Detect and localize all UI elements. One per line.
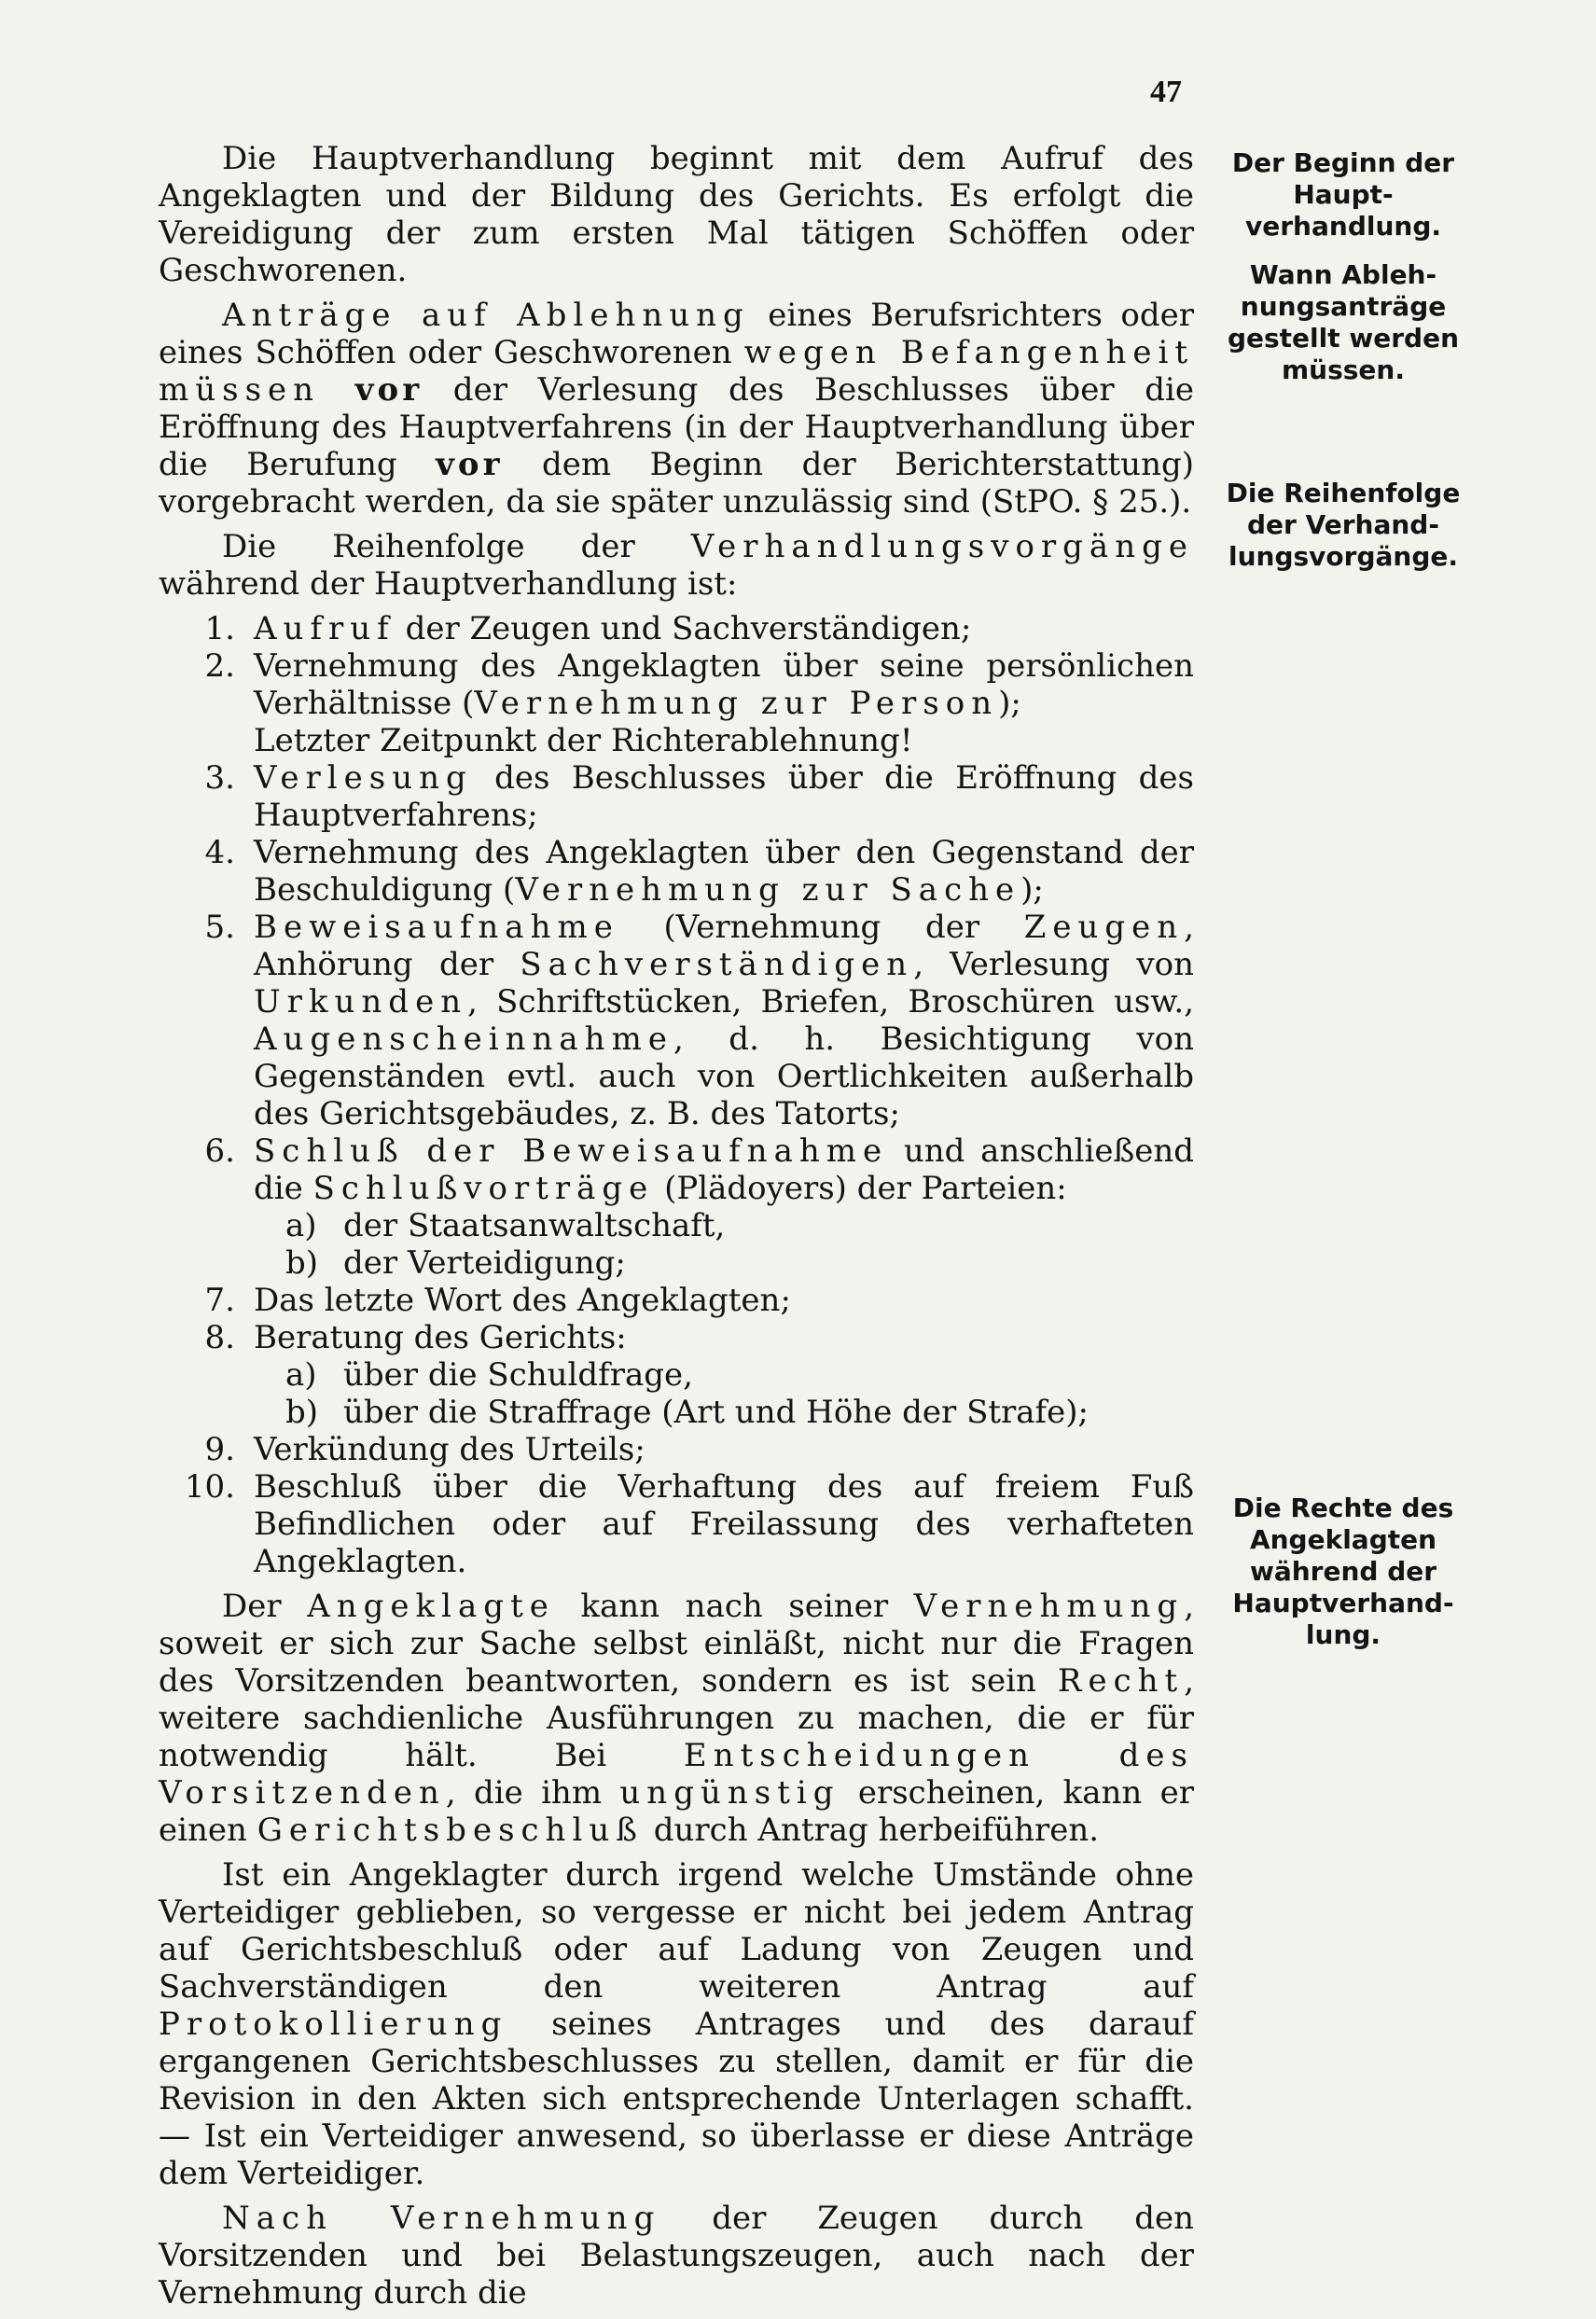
spaced-text: Beweisaufnahme [254,909,619,946]
paragraph-rejection [159,297,1194,521]
list-number: 2. [204,647,235,685]
spaced-text: Nach Vernehmung [222,2200,661,2237]
sub-letter: a) [285,1356,317,1394]
text: und anschließend die [254,1132,1194,1207]
spaced-text: Anträge auf Ablehnung [222,297,750,334]
bold-text: vor [320,371,423,409]
text: Ist ein Angeklagter durch irgend welche Umstände ohne Verteidiger geblieben, so vergesse er nicht bei jedem Antrag auf Gerichtsbeschluß oder auf Ladung von Zeugen und Sachverständigen den weiteren Antrag auf [159,1856,1194,2006]
spaced-text: Vernehmung zur Sache [515,871,1021,909]
text: Das letzte Wort des Angeklagten; [254,1282,791,1319]
margin-note-sequence: Die Reihenfolge der Verhand-lungsvorgänge. [1226,478,1461,572]
paragraph-beginning: Die Hauptverhandlung beginnt mit dem Aufruf des Angeklagten und der Bildung des Gerichts. Es erfolgt die Vereidigung der zum ersten Mal tätigen Schöffen oder Geschworenen. [159,140,1194,289]
spaced-text: Aufruf [254,610,396,647]
text: des Beschlusses über die Eröffnung des Hauptverfahrens; [254,759,1194,834]
paragraph-rights [159,1588,1194,1849]
spaced-text: Verlesung [254,759,473,797]
spaced-text: Augenscheinnahme [254,1021,673,1058]
spaced-text: Schluß der Beweisaufnahme [254,1132,889,1170]
text: seines Antrages und des darauf ergangenen Gerichtsbeschlusses zu stellen, damit er für die Revision in den Akten sich entsprechende Unterlagen schafft. — Ist ein Verteidiger anwesend, so überlasse er diese Anträge dem Verteidiger. [159,2006,1194,2192]
list-item [159,647,1194,759]
spaced-text: Urkunden [254,983,468,1021]
spaced-text: Verhandlungsvorgänge [690,528,1194,565]
spaced-text: Protokollierung [159,2006,508,2043]
spaced-text: Recht [1057,1662,1185,1700]
text: , die ihm [445,1774,620,1812]
sub-item [254,1244,1194,1282]
sub-item [254,1356,1194,1394]
sub-letter: b) [285,1244,319,1282]
text: dem Beginn der Berichterstattung) vorgebracht werden, da sie später unzulässig sind (StPO. § 25.). [159,446,1194,521]
spaced-text: Gerichtsbeschluß [257,1812,644,1849]
sub-item [254,1394,1194,1431]
text: ); [998,685,1021,722]
list-item [159,834,1194,909]
list-item [159,610,1194,647]
text: erscheinen, kann er einen [159,1774,1194,1849]
list-item [159,1132,1194,1282]
list-number: 10. [184,1468,235,1506]
text: (Vernehmung der [618,909,1024,946]
list-number: 5. [204,909,235,946]
text: über die Straffrage (Art und Höhe der Strafe); [343,1394,1089,1431]
text: über die Schuldfrage, [343,1356,693,1394]
text: ); [1020,871,1044,909]
spaced-text: Zeugen [1023,909,1185,946]
paragraph-no-defender [159,1856,1194,2192]
list-item [159,909,1194,1132]
text: Beratung des Gerichts: [254,1319,627,1356]
spaced-text: Entscheidungen des Vorsitzenden [159,1737,1194,1812]
text: Beschluß über die Verhaftung des auf freiem Fuß Befindlichen oder auf Freilassung des verhafteten Angeklagten. [254,1468,1194,1580]
list-number: 3. [204,759,235,797]
paragraph-sequence-intro [159,528,1194,603]
text: Vernehmung des Angeklagten über seine persönlichen Verhältnisse ( [254,647,1194,722]
text: der Verlesung des Beschlusses über die Eröffnung des Hauptverfahrens (in der Hauptverhandlung über die Berufung [159,371,1195,483]
paragraph-after-examination [159,2200,1194,2312]
text: Letzter Zeitpunkt der Richterablehnung! [254,722,913,759]
sub-item [254,1207,1194,1244]
list-item [159,759,1194,834]
margin-note-beginning: Der Beginn der Haupt-verhandlung. [1231,147,1455,242]
text: , Anhörung der [254,909,1194,983]
text: Die Reihenfolge der [222,528,691,565]
sub-letter: a) [285,1207,317,1244]
text: (Plädoyers) der Parteien: [654,1170,1067,1207]
main-text [159,140,1194,2319]
text: eines Berufsrichters oder eines Schöffen oder Geschworenen [159,297,1194,371]
list-number: 8. [204,1319,235,1356]
text: , Verlesung von [913,946,1194,983]
spaced-text: Vernehmung zur Person [474,685,999,722]
list-number: 9. [204,1431,235,1468]
text: Vernehmung des Angeklagten über den Gegenstand der Beschuldigung ( [254,834,1194,909]
spaced-text: Angeklagte [307,1588,555,1625]
text: Der [222,1588,308,1625]
spaced-text: ungünstig [619,1774,840,1812]
text: , soweit er sich zur Sache selbst einläßt, nicht nur die Fragen des Vorsitzenden beantworten, sondern es ist sein [159,1588,1194,1700]
margin-note-rights: Die Rechte des Angeklagten während der Hauptverhand-lung. [1232,1493,1454,1650]
spaced-text: Schlußvorträge [312,1170,655,1207]
spaced-text: wegen Befangenheit müssen [159,334,1194,409]
page-number: 47 [1150,75,1182,109]
list-number: 4. [204,834,235,871]
text: Verkündung des Urteils; [254,1431,645,1468]
text: , Schriftstücken, Briefen, Broschüren usw., [467,983,1194,1021]
list-number: 6. [204,1132,235,1170]
text: , d. h. Besichtigung von Gegenständen evtl. auch von Oertlichkeiten außerhalb des Gerichtsgebäudes, z. B. des Tatorts; [254,1021,1194,1132]
list-item [159,1468,1194,1580]
list-item [159,1431,1194,1468]
spaced-text: Vernehmung [913,1588,1185,1625]
text: der Verteidigung; [343,1244,626,1282]
procedure-list [159,610,1194,1580]
text: , weitere sachdienliche Ausführungen zu machen, die er für notwendig hält. Bei [159,1662,1194,1774]
bold-text: vor [436,446,504,483]
margin-note-rejection: Wann Ableh-nungsanträge gestellt werden müssen. [1227,259,1460,385]
sub-letter: b) [285,1394,319,1431]
text: der Zeugen und Sachverständigen; [395,610,972,647]
list-number: 7. [204,1282,235,1319]
text: durch Antrag herbeiführen. [643,1812,1100,1849]
list-item [159,1319,1194,1431]
list-item [159,1282,1194,1319]
text: kann nach seiner [554,1588,914,1625]
text: der Zeugen durch den Vorsitzenden und bei Belastungszeugen, auch nach der Vernehmung durch die [159,2200,1194,2312]
text: der Staatsanwaltschaft, [343,1207,726,1244]
list-number: 1. [204,610,235,647]
spaced-text: Sachverständigen [520,946,914,983]
text: während der Hauptverhandlung ist: [159,565,738,603]
